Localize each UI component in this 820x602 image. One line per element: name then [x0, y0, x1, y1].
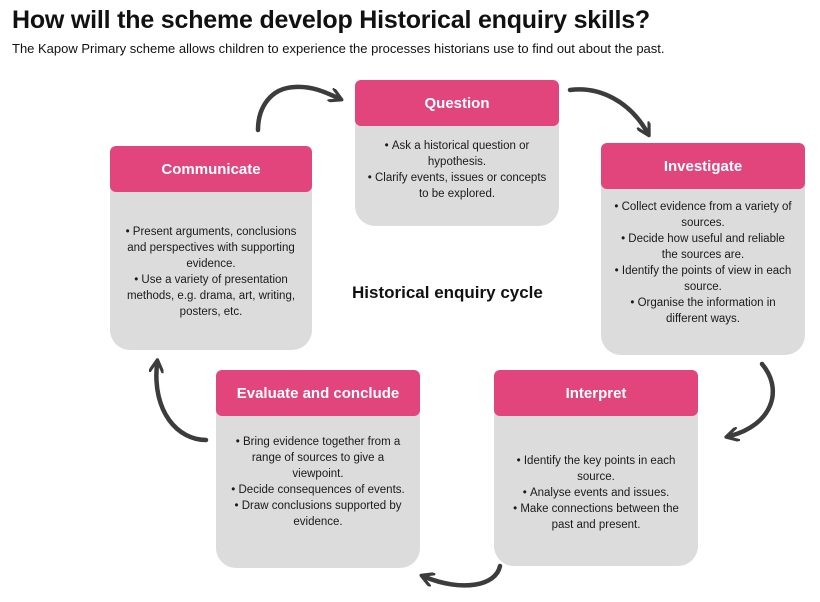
stage-body-interpret: [510, 453, 682, 533]
stage-header-communicate: Communicate: [110, 146, 312, 192]
arrow-communicate-to-question: [258, 87, 338, 130]
arrow-investigate-to-interpret: [730, 364, 773, 436]
list-item: • Present arguments, conclusions and perspectives with supporting evidence.: [124, 224, 298, 272]
page-title: How will the scheme develop Historical enquiry skills?: [12, 6, 651, 34]
cycle-center-label: Historical enquiry cycle: [352, 283, 543, 302]
list-item: • Identify the key points in each source.: [510, 453, 682, 485]
arrow-interpret-to-evaluate: [425, 566, 500, 585]
arrow-question-to-investigate: [570, 89, 647, 132]
list-item: • Decide consequences of events.: [230, 482, 406, 498]
list-item: • Ask a historical question or hypothesis.: [365, 138, 549, 170]
page-subtitle: The Kapow Primary scheme allows children to experience the processes historians use to find out about the past.: [12, 41, 665, 56]
arrow-evaluate-to-communicate: [156, 364, 206, 440]
stage-body-investigate: [614, 199, 792, 327]
list-item: • Collect evidence from a variety of sources.: [614, 199, 792, 231]
stage-header-question: Question: [355, 80, 559, 126]
stage-header-investigate: Investigate: [601, 143, 805, 189]
list-item: • Bring evidence together from a range of sources to give a viewpoint.: [230, 434, 406, 482]
stage-header-interpret: Interpret: [494, 370, 698, 416]
list-item: • Make connections between the past and present.: [510, 501, 682, 533]
list-item: • Analyse events and issues.: [510, 485, 682, 501]
stage-body-question: [365, 138, 549, 202]
stage-header-evaluate: Evaluate and conclude: [216, 370, 420, 416]
list-item: • Use a variety of presentation methods, e.g. drama, art, writing, posters, etc.: [124, 272, 298, 320]
list-item: • Decide how useful and reliable the sources are.: [614, 231, 792, 263]
stage-body-communicate: [124, 224, 298, 320]
list-item: • Clarify events, issues or concepts to be explored.: [365, 170, 549, 202]
list-item: • Draw conclusions supported by evidence.: [230, 498, 406, 530]
list-item: • Organise the information in different ways.: [614, 295, 792, 327]
stage-body-evaluate: [230, 434, 406, 530]
list-item: • Identify the points of view in each source.: [614, 263, 792, 295]
